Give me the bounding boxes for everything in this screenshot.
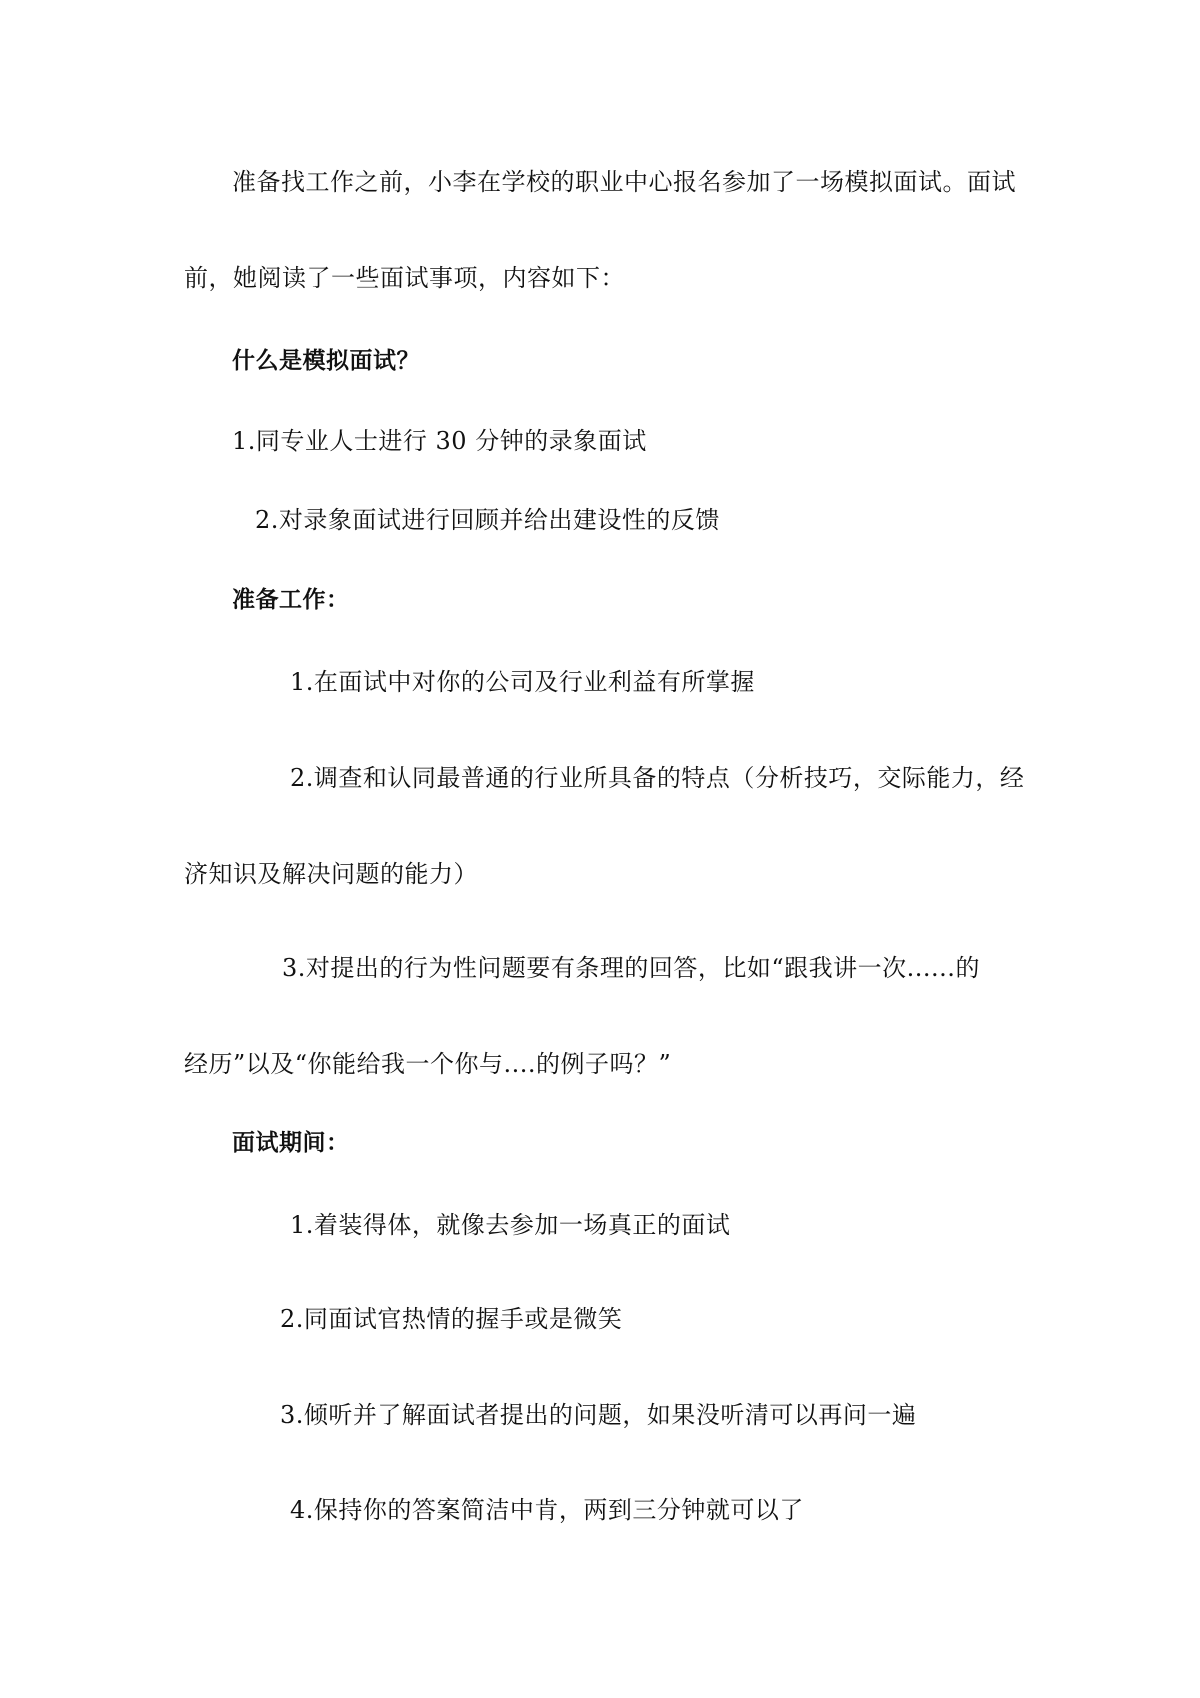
list-item: 1.同专业人士进行 30 分钟的录象面试 [232,427,647,455]
list-item: 1.在面试中对你的公司及行业利益有所掌握 [290,668,755,696]
list-item: 2.调查和认同最普通的行业所具备的特点（分析技巧，交际能力，经 [290,764,1025,792]
section-heading-mock-interview: 什么是模拟面试？ [232,348,420,374]
list-item-continuation: 济知识及解决问题的能力） [184,860,478,888]
list-item: 3.对提出的行为性问题要有条理的回答，比如“跟我讲一次......的 [282,954,980,982]
list-item-continuation: 经历”以及“你能给我一个你与....的例子吗？” [184,1050,672,1078]
list-item: 3.倾听并了解面试者提出的问题，如果没听清可以再问一遍 [280,1401,917,1429]
list-item: 2.同面试官热情的握手或是微笑 [280,1305,623,1333]
intro-line-1: 准备找工作之前，小李在学校的职业中心报名参加了一场模拟面试。面试 [232,168,1016,196]
list-item: 4.保持你的答案简洁中肯，两到三分钟就可以了 [290,1496,804,1524]
section-heading-during-interview: 面试期间： [232,1130,350,1156]
list-item: 2.对录象面试进行回顾并给出建设性的反馈 [255,506,720,534]
intro-line-2: 前，她阅读了一些面试事项，内容如下： [184,264,625,292]
list-item: 1.着装得体，就像去参加一场真正的面试 [290,1211,731,1239]
section-heading-preparation: 准备工作： [232,587,350,613]
